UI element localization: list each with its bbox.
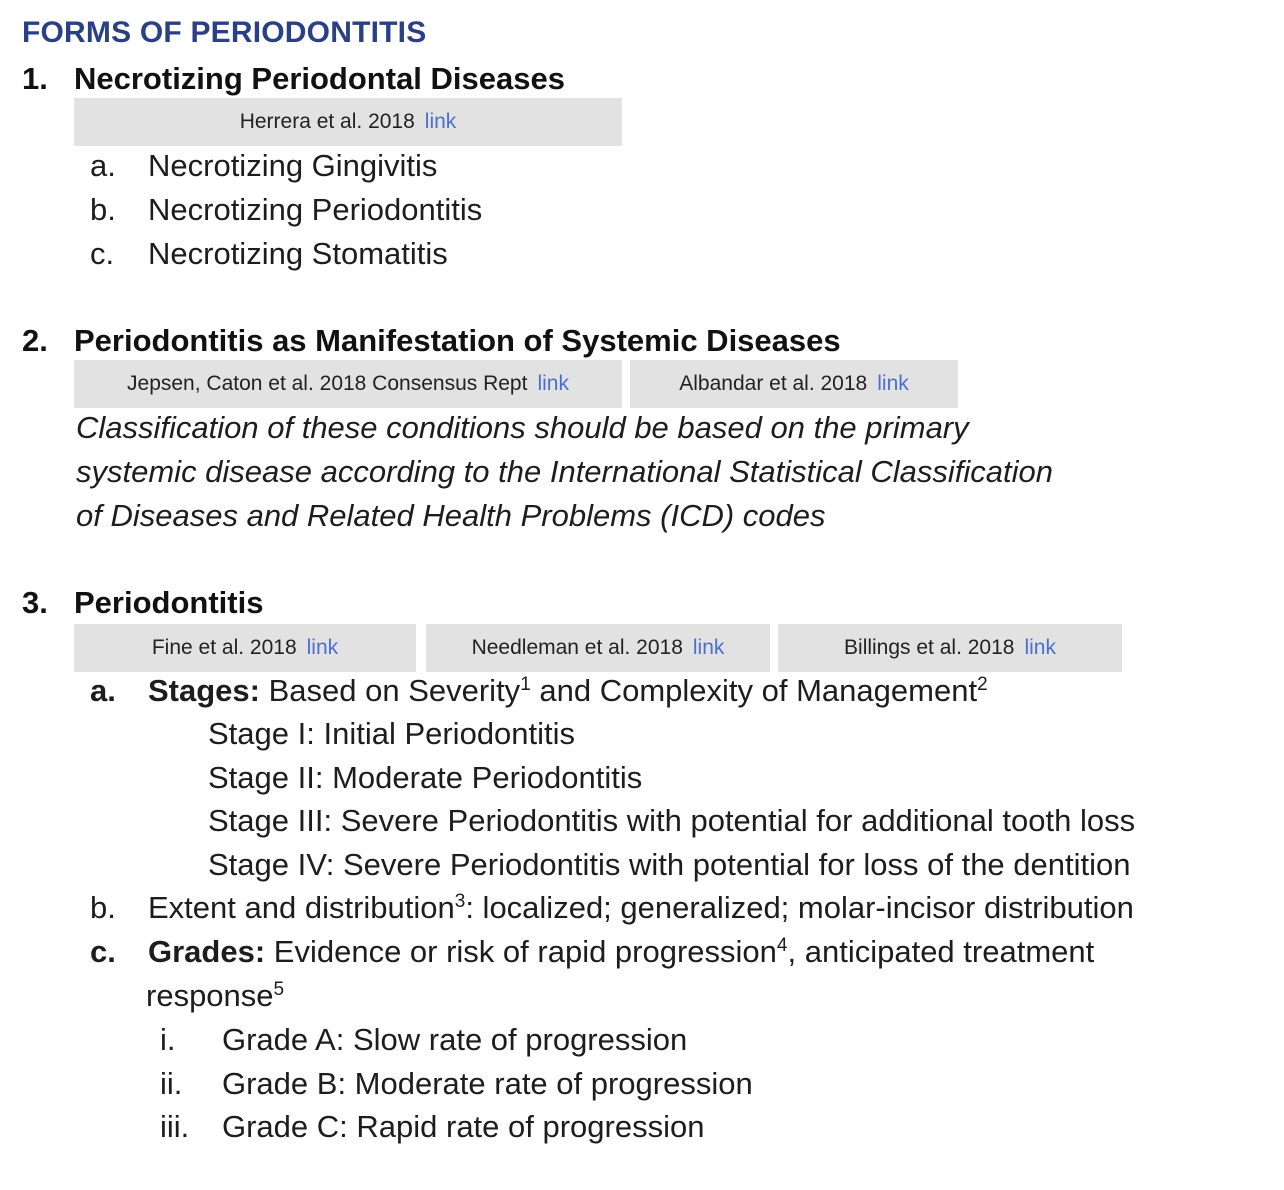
section-3-title: Periodontitis [74,585,264,620]
stages-text: and Complexity of Management [530,673,978,708]
note-line: of Diseases and Related Health Problems (ICD) codes [76,498,826,533]
footnote-ref: 5 [273,979,285,1000]
reference-fine [74,624,416,672]
grade-item [160,1066,753,1102]
reference-citation: Albandar et al. 2018 [679,372,868,395]
grades-item-continued [146,978,284,1014]
reference-citation: Jepsen, Caton et al. 2018 Consensus Rept [127,372,528,395]
footnote-ref: 2 [977,674,988,695]
grades-label: Grades: [148,934,266,969]
item-label: b. [90,890,116,925]
reference-albandar [630,360,958,408]
footnote-ref: 3 [454,891,466,912]
section-3-number: 3. [22,585,48,620]
grades-text: response [146,978,274,1013]
grade-text: Grade B: Moderate rate of progression [222,1066,753,1101]
reference-link[interactable]: link [692,636,725,659]
stage-line: Stage I: Initial Periodontitis [208,716,576,751]
reference-billings [778,624,1122,672]
reference-citation: Needleman et al. 2018 [471,636,683,659]
item-text: Necrotizing Periodontitis [148,192,483,227]
section-1-title: Necrotizing Periodontal Diseases [74,61,565,96]
extent-text: Extent and distribution [148,890,455,925]
grade-number: iii. [160,1109,190,1144]
grade-number: ii. [160,1066,183,1101]
reference-citation: Herrera et al. 2018 [239,110,415,133]
reference-link[interactable]: link [537,372,569,395]
section-2-title: Periodontitis as Manifestation of Systemic Diseases [74,323,841,358]
item-label: c. [90,934,116,969]
grade-text: Grade A: Slow rate of progression [222,1022,688,1057]
grade-item [160,1022,687,1058]
grade-number: i. [160,1022,176,1057]
reference-link[interactable]: link [877,372,909,395]
item-label: b. [90,192,116,227]
list-item [90,236,448,272]
section-2-number: 2. [22,323,48,358]
stages-item [90,673,988,709]
stages-text: Based on Severity [259,673,521,708]
page-title: FORMS OF PERIODONTITIS [22,16,427,49]
item-label: a. [90,673,116,708]
stage-line: Stage IV: Severe Periodontitis with potential for loss of the dentition [208,847,1131,882]
item-label: a. [90,148,116,183]
stage-line: Stage III: Severe Periodontitis with potential for additional tooth loss [208,803,1136,838]
list-item [90,192,482,228]
grade-text: Grade C: Rapid rate of progression [222,1109,705,1144]
list-item [90,148,437,184]
classification-note [76,406,1053,538]
item-text: Necrotizing Gingivitis [148,148,438,183]
item-label: c. [90,236,115,271]
reference-link[interactable]: link [306,636,339,659]
footnote-ref: 1 [520,674,531,695]
item-text: Necrotizing Stomatitis [148,236,448,271]
stages-label: Stages: [148,673,260,708]
reference-needleman [426,624,770,672]
extent-text: : localized; generalized; molar-incisor distribution [465,890,1134,925]
section-1-number: 1. [22,61,48,96]
reference-link[interactable]: link [424,110,457,133]
note-line: systemic disease according to the International Statistical Classification [76,454,1053,489]
note-line: Classification of these conditions should be based on the primary [76,410,969,445]
grade-item [160,1109,704,1145]
reference-citation: Billings et al. 2018 [844,636,1015,659]
reference-jepsen [74,360,622,408]
grades-text: Evidence or risk of rapid progression [265,934,777,969]
section-2-heading [22,323,841,359]
stage-line: Stage II: Moderate Periodontitis [208,760,643,795]
reference-herrera [74,98,622,146]
extent-item [90,890,1134,926]
reference-citation: Fine et al. 2018 [151,636,297,659]
section-1-heading [22,61,565,97]
section-3-heading [22,585,263,621]
grades-text: , anticipated treatment [787,934,1095,969]
reference-link[interactable]: link [1024,636,1056,659]
footnote-ref: 4 [776,935,788,956]
grades-item [90,934,1094,970]
